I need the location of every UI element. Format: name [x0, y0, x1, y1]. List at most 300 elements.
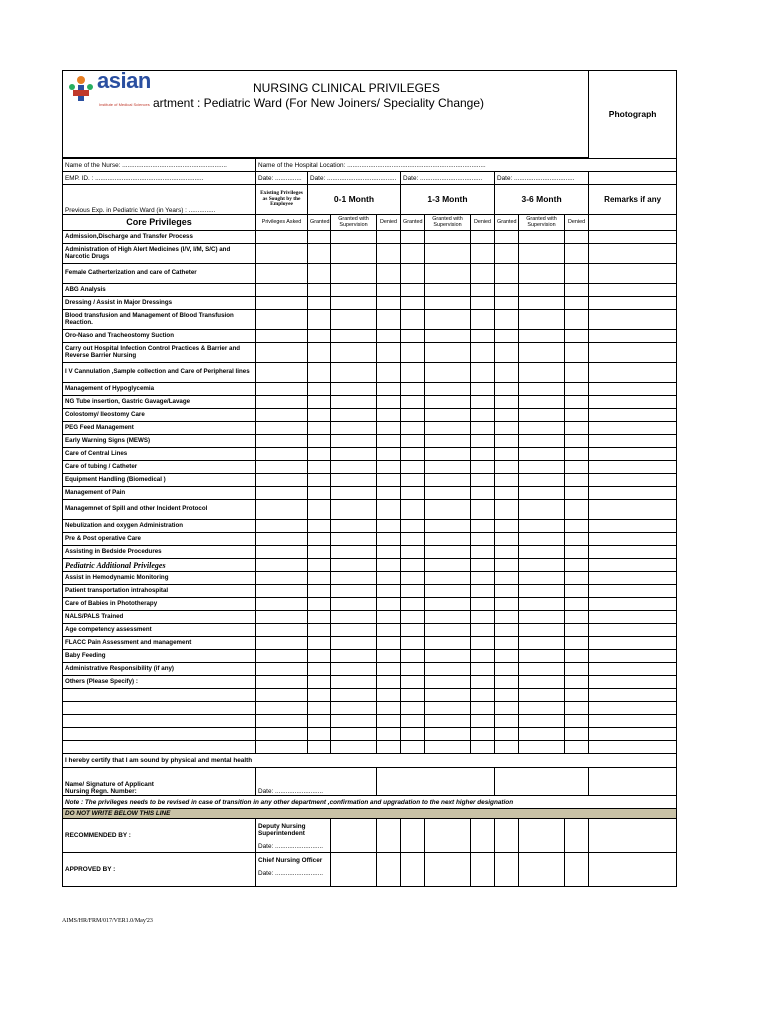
- privilege-checkbox-cell[interactable]: [589, 533, 677, 546]
- privilege-checkbox-cell[interactable]: [519, 663, 565, 676]
- privilege-checkbox-cell[interactable]: [425, 689, 471, 702]
- privilege-checkbox-cell[interactable]: [331, 409, 377, 422]
- privilege-checkbox-cell[interactable]: [519, 448, 565, 461]
- privilege-checkbox-cell[interactable]: [471, 422, 495, 435]
- date-field-4[interactable]: Date: ..................................: [495, 172, 589, 185]
- privilege-checkbox-cell[interactable]: [377, 728, 401, 741]
- privilege-checkbox-cell[interactable]: [519, 363, 565, 383]
- privilege-checkbox-cell[interactable]: [256, 244, 308, 264]
- privilege-checkbox-cell[interactable]: [495, 598, 519, 611]
- privilege-checkbox-cell[interactable]: [519, 689, 565, 702]
- privilege-checkbox-cell[interactable]: [331, 650, 377, 663]
- privilege-checkbox-cell[interactable]: [331, 231, 377, 244]
- privilege-checkbox-cell[interactable]: [401, 572, 425, 585]
- privilege-checkbox-cell[interactable]: [377, 396, 401, 409]
- privilege-checkbox-cell[interactable]: [519, 343, 565, 363]
- privilege-checkbox-cell[interactable]: [495, 448, 519, 461]
- privilege-checkbox-cell[interactable]: [589, 702, 677, 715]
- privilege-checkbox-cell[interactable]: [308, 741, 331, 754]
- privilege-checkbox-cell[interactable]: [377, 297, 401, 310]
- privilege-checkbox-cell[interactable]: [425, 546, 471, 559]
- privilege-checkbox-cell[interactable]: [589, 343, 677, 363]
- privilege-checkbox-cell[interactable]: [308, 343, 331, 363]
- date-field-1[interactable]: Date: ...............: [256, 172, 308, 185]
- privilege-checkbox-cell[interactable]: [256, 650, 308, 663]
- privilege-checkbox-cell[interactable]: [519, 422, 565, 435]
- privilege-checkbox-cell[interactable]: [519, 383, 565, 396]
- privilege-checkbox-cell[interactable]: [401, 363, 425, 383]
- privilege-checkbox-cell[interactable]: [308, 624, 331, 637]
- privilege-checkbox-cell[interactable]: [589, 663, 677, 676]
- privilege-checkbox-cell[interactable]: [495, 330, 519, 343]
- privilege-checkbox-cell[interactable]: [495, 264, 519, 284]
- privilege-checkbox-cell[interactable]: [565, 611, 589, 624]
- privilege-checkbox-cell[interactable]: [377, 741, 401, 754]
- privilege-checkbox-cell[interactable]: [308, 715, 331, 728]
- privilege-checkbox-cell[interactable]: [401, 409, 425, 422]
- privilege-checkbox-cell[interactable]: [425, 409, 471, 422]
- privilege-checkbox-cell[interactable]: [331, 461, 377, 474]
- privilege-checkbox-cell[interactable]: [495, 422, 519, 435]
- privilege-checkbox-cell[interactable]: [256, 330, 308, 343]
- privilege-checkbox-cell[interactable]: [425, 422, 471, 435]
- privilege-checkbox-cell[interactable]: [377, 572, 401, 585]
- privilege-checkbox-cell[interactable]: [471, 396, 495, 409]
- privilege-checkbox-cell[interactable]: [471, 383, 495, 396]
- privilege-checkbox-cell[interactable]: [331, 297, 377, 310]
- privilege-checkbox-cell[interactable]: [401, 624, 425, 637]
- privilege-checkbox-cell[interactable]: [589, 264, 677, 284]
- privilege-checkbox-cell[interactable]: [589, 598, 677, 611]
- privilege-checkbox-cell[interactable]: [401, 650, 425, 663]
- privilege-checkbox-cell[interactable]: [589, 676, 677, 689]
- privilege-checkbox-cell[interactable]: [519, 702, 565, 715]
- privilege-checkbox-cell[interactable]: [519, 715, 565, 728]
- privilege-checkbox-cell[interactable]: [565, 676, 589, 689]
- privilege-checkbox-cell[interactable]: [471, 676, 495, 689]
- privilege-checkbox-cell[interactable]: [495, 689, 519, 702]
- privilege-checkbox-cell[interactable]: [401, 383, 425, 396]
- privilege-checkbox-cell[interactable]: [495, 383, 519, 396]
- privilege-checkbox-cell[interactable]: [589, 546, 677, 559]
- privilege-checkbox-cell[interactable]: [495, 396, 519, 409]
- privilege-checkbox-cell[interactable]: [565, 500, 589, 520]
- privilege-checkbox-cell[interactable]: [401, 435, 425, 448]
- privilege-checkbox-cell[interactable]: [519, 546, 565, 559]
- privilege-checkbox-cell[interactable]: [471, 363, 495, 383]
- privilege-checkbox-cell[interactable]: [519, 297, 565, 310]
- privilege-checkbox-cell[interactable]: [471, 487, 495, 500]
- privilege-checkbox-cell[interactable]: [589, 435, 677, 448]
- privilege-checkbox-cell[interactable]: [256, 728, 308, 741]
- privilege-checkbox-cell[interactable]: [495, 611, 519, 624]
- privilege-checkbox-cell[interactable]: [308, 297, 331, 310]
- privilege-checkbox-cell[interactable]: [308, 650, 331, 663]
- privilege-checkbox-cell[interactable]: [425, 702, 471, 715]
- privilege-checkbox-cell[interactable]: [565, 396, 589, 409]
- privilege-checkbox-cell[interactable]: [308, 383, 331, 396]
- privilege-checkbox-cell[interactable]: [589, 310, 677, 330]
- privilege-checkbox-cell[interactable]: [308, 330, 331, 343]
- privilege-checkbox-cell[interactable]: [377, 231, 401, 244]
- privilege-checkbox-cell[interactable]: [565, 663, 589, 676]
- privilege-checkbox-cell[interactable]: [256, 611, 308, 624]
- privilege-checkbox-cell[interactable]: [377, 264, 401, 284]
- privilege-checkbox-cell[interactable]: [519, 598, 565, 611]
- privilege-checkbox-cell[interactable]: [377, 435, 401, 448]
- privilege-checkbox-cell[interactable]: [519, 637, 565, 650]
- privilege-checkbox-cell[interactable]: [495, 728, 519, 741]
- privilege-checkbox-cell[interactable]: [425, 383, 471, 396]
- privilege-checkbox-cell[interactable]: [495, 741, 519, 754]
- privilege-checkbox-cell[interactable]: [425, 330, 471, 343]
- privilege-checkbox-cell[interactable]: [308, 572, 331, 585]
- privilege-checkbox-cell[interactable]: [495, 310, 519, 330]
- privilege-checkbox-cell[interactable]: [308, 728, 331, 741]
- privilege-checkbox-cell[interactable]: [377, 546, 401, 559]
- privilege-checkbox-cell[interactable]: [471, 474, 495, 487]
- privilege-checkbox-cell[interactable]: [377, 650, 401, 663]
- privilege-checkbox-cell[interactable]: [425, 396, 471, 409]
- privilege-checkbox-cell[interactable]: [471, 310, 495, 330]
- privilege-checkbox-cell[interactable]: [401, 611, 425, 624]
- privilege-checkbox-cell[interactable]: [256, 598, 308, 611]
- privilege-checkbox-cell[interactable]: [256, 264, 308, 284]
- privilege-checkbox-cell[interactable]: [308, 520, 331, 533]
- privilege-checkbox-cell[interactable]: [331, 520, 377, 533]
- privilege-checkbox-cell[interactable]: [331, 663, 377, 676]
- privilege-checkbox-cell[interactable]: [256, 435, 308, 448]
- privilege-checkbox-cell[interactable]: [308, 284, 331, 297]
- privilege-checkbox-cell[interactable]: [401, 297, 425, 310]
- privilege-checkbox-cell[interactable]: [377, 383, 401, 396]
- privilege-checkbox-cell[interactable]: [308, 663, 331, 676]
- privilege-checkbox-cell[interactable]: [495, 284, 519, 297]
- privilege-checkbox-cell[interactable]: [308, 435, 331, 448]
- privilege-checkbox-cell[interactable]: [256, 396, 308, 409]
- privilege-checkbox-cell[interactable]: [401, 448, 425, 461]
- privilege-checkbox-cell[interactable]: [565, 728, 589, 741]
- privilege-checkbox-cell[interactable]: [425, 637, 471, 650]
- privilege-checkbox-cell[interactable]: [495, 297, 519, 310]
- privilege-checkbox-cell[interactable]: [519, 435, 565, 448]
- privilege-checkbox-cell[interactable]: [565, 520, 589, 533]
- privilege-checkbox-cell[interactable]: [519, 409, 565, 422]
- privilege-checkbox-cell[interactable]: [519, 330, 565, 343]
- nurse-name-field[interactable]: Name of the Nurse: ...........................................................: [63, 159, 256, 172]
- privilege-checkbox-cell[interactable]: [425, 461, 471, 474]
- privilege-checkbox-cell[interactable]: [401, 676, 425, 689]
- privilege-checkbox-cell[interactable]: [425, 533, 471, 546]
- privilege-checkbox-cell[interactable]: [471, 689, 495, 702]
- privilege-checkbox-cell[interactable]: [425, 474, 471, 487]
- privilege-checkbox-cell[interactable]: [495, 663, 519, 676]
- privilege-checkbox-cell[interactable]: [401, 689, 425, 702]
- privilege-checkbox-cell[interactable]: [377, 533, 401, 546]
- privilege-checkbox-cell[interactable]: [565, 330, 589, 343]
- privilege-checkbox-cell[interactable]: [331, 637, 377, 650]
- privilege-checkbox-cell[interactable]: [256, 676, 308, 689]
- privilege-checkbox-cell[interactable]: [471, 546, 495, 559]
- applicant-date-field[interactable]: Date: ...........................: [256, 768, 377, 796]
- privilege-checkbox-cell[interactable]: [519, 231, 565, 244]
- privilege-checkbox-cell[interactable]: [495, 624, 519, 637]
- privilege-checkbox-cell[interactable]: [565, 474, 589, 487]
- privilege-checkbox-cell[interactable]: [401, 500, 425, 520]
- privilege-checkbox-cell[interactable]: [401, 598, 425, 611]
- privilege-checkbox-cell[interactable]: [425, 741, 471, 754]
- privilege-checkbox-cell[interactable]: [519, 624, 565, 637]
- privilege-checkbox-cell[interactable]: [471, 611, 495, 624]
- privilege-checkbox-cell[interactable]: [331, 702, 377, 715]
- privilege-checkbox-cell[interactable]: [256, 461, 308, 474]
- privilege-checkbox-cell[interactable]: [519, 676, 565, 689]
- privilege-checkbox-cell[interactable]: [308, 461, 331, 474]
- privilege-checkbox-cell[interactable]: [565, 363, 589, 383]
- privilege-checkbox-cell[interactable]: [471, 461, 495, 474]
- privilege-checkbox-cell[interactable]: [519, 585, 565, 598]
- privilege-checkbox-cell[interactable]: [471, 409, 495, 422]
- privilege-checkbox-cell[interactable]: [256, 409, 308, 422]
- privilege-checkbox-cell[interactable]: [565, 598, 589, 611]
- privilege-checkbox-cell[interactable]: [401, 343, 425, 363]
- privilege-checkbox-cell[interactable]: [565, 546, 589, 559]
- privilege-checkbox-cell[interactable]: [308, 500, 331, 520]
- privilege-checkbox-cell[interactable]: [401, 533, 425, 546]
- privilege-checkbox-cell[interactable]: [377, 676, 401, 689]
- privilege-checkbox-cell[interactable]: [565, 231, 589, 244]
- privilege-checkbox-cell[interactable]: [471, 500, 495, 520]
- privilege-checkbox-cell[interactable]: [377, 422, 401, 435]
- applicant-signature-field[interactable]: [63, 768, 256, 796]
- privilege-checkbox-cell[interactable]: [589, 487, 677, 500]
- privilege-checkbox-cell[interactable]: [565, 624, 589, 637]
- privilege-checkbox-cell[interactable]: [425, 572, 471, 585]
- privilege-checkbox-cell[interactable]: [519, 533, 565, 546]
- privilege-checkbox-cell[interactable]: [565, 383, 589, 396]
- privilege-checkbox-cell[interactable]: [308, 231, 331, 244]
- privilege-checkbox-cell[interactable]: [331, 343, 377, 363]
- privilege-checkbox-cell[interactable]: [589, 715, 677, 728]
- privilege-checkbox-cell[interactable]: [331, 474, 377, 487]
- privilege-checkbox-cell[interactable]: [401, 474, 425, 487]
- privilege-checkbox-cell[interactable]: [425, 611, 471, 624]
- privilege-checkbox-cell[interactable]: [495, 585, 519, 598]
- privilege-checkbox-cell[interactable]: [256, 663, 308, 676]
- privilege-checkbox-cell[interactable]: [565, 448, 589, 461]
- privilege-checkbox-cell[interactable]: [331, 598, 377, 611]
- privilege-checkbox-cell[interactable]: [565, 487, 589, 500]
- privilege-checkbox-cell[interactable]: [377, 689, 401, 702]
- privilege-checkbox-cell[interactable]: [256, 689, 308, 702]
- privilege-checkbox-cell[interactable]: [519, 396, 565, 409]
- privilege-checkbox-cell[interactable]: [565, 409, 589, 422]
- privilege-checkbox-cell[interactable]: [256, 383, 308, 396]
- privilege-checkbox-cell[interactable]: [589, 383, 677, 396]
- privilege-checkbox-cell[interactable]: [308, 598, 331, 611]
- privilege-checkbox-cell[interactable]: [401, 520, 425, 533]
- privilege-checkbox-cell[interactable]: [331, 611, 377, 624]
- privilege-checkbox-cell[interactable]: [425, 500, 471, 520]
- privilege-checkbox-cell[interactable]: [308, 396, 331, 409]
- privilege-checkbox-cell[interactable]: [256, 448, 308, 461]
- privilege-checkbox-cell[interactable]: [589, 409, 677, 422]
- privilege-checkbox-cell[interactable]: [495, 572, 519, 585]
- privilege-checkbox-cell[interactable]: [471, 741, 495, 754]
- privilege-checkbox-cell[interactable]: [519, 611, 565, 624]
- privilege-checkbox-cell[interactable]: [519, 264, 565, 284]
- privilege-checkbox-cell[interactable]: [331, 487, 377, 500]
- privilege-checkbox-cell[interactable]: [565, 572, 589, 585]
- privilege-checkbox-cell[interactable]: [308, 474, 331, 487]
- privilege-checkbox-cell[interactable]: [495, 244, 519, 264]
- previous-experience-field[interactable]: Previous Exp. in Pediatric Ward (in Years) : ...............: [63, 185, 256, 215]
- privilege-checkbox-cell[interactable]: [331, 383, 377, 396]
- privilege-checkbox-cell[interactable]: [519, 728, 565, 741]
- privilege-checkbox-cell[interactable]: [471, 624, 495, 637]
- privilege-checkbox-cell[interactable]: [377, 343, 401, 363]
- privilege-checkbox-cell[interactable]: [589, 624, 677, 637]
- privilege-checkbox-cell[interactable]: [401, 264, 425, 284]
- privilege-checkbox-cell[interactable]: [495, 650, 519, 663]
- privilege-checkbox-cell[interactable]: [471, 520, 495, 533]
- privilege-checkbox-cell[interactable]: [425, 520, 471, 533]
- privilege-checkbox-cell[interactable]: [471, 533, 495, 546]
- privilege-checkbox-cell[interactable]: [377, 284, 401, 297]
- privilege-checkbox-cell[interactable]: [589, 474, 677, 487]
- privilege-checkbox-cell[interactable]: [401, 741, 425, 754]
- privilege-checkbox-cell[interactable]: [565, 650, 589, 663]
- privilege-checkbox-cell[interactable]: [519, 487, 565, 500]
- privilege-checkbox-cell[interactable]: [471, 650, 495, 663]
- privilege-checkbox-cell[interactable]: [308, 422, 331, 435]
- privilege-checkbox-cell[interactable]: [565, 702, 589, 715]
- privilege-checkbox-cell[interactable]: [425, 448, 471, 461]
- privilege-checkbox-cell[interactable]: [256, 297, 308, 310]
- privilege-checkbox-cell[interactable]: [589, 650, 677, 663]
- privilege-checkbox-cell[interactable]: [495, 702, 519, 715]
- privilege-checkbox-cell[interactable]: [401, 546, 425, 559]
- privilege-checkbox-cell[interactable]: [401, 330, 425, 343]
- privilege-checkbox-cell[interactable]: [519, 474, 565, 487]
- privilege-checkbox-cell[interactable]: [565, 244, 589, 264]
- privilege-checkbox-cell[interactable]: [495, 474, 519, 487]
- privilege-checkbox-cell[interactable]: [425, 676, 471, 689]
- privilege-checkbox-cell[interactable]: [308, 637, 331, 650]
- privilege-checkbox-cell[interactable]: [425, 585, 471, 598]
- privilege-checkbox-cell[interactable]: [519, 461, 565, 474]
- privilege-checkbox-cell[interactable]: [308, 244, 331, 264]
- privilege-checkbox-cell[interactable]: [377, 461, 401, 474]
- privilege-checkbox-cell[interactable]: [377, 702, 401, 715]
- privilege-checkbox-cell[interactable]: [425, 435, 471, 448]
- privilege-checkbox-cell[interactable]: [471, 585, 495, 598]
- privilege-checkbox-cell[interactable]: [589, 461, 677, 474]
- privilege-checkbox-cell[interactable]: [425, 663, 471, 676]
- privilege-checkbox-cell[interactable]: [589, 689, 677, 702]
- privilege-checkbox-cell[interactable]: [495, 363, 519, 383]
- privilege-checkbox-cell[interactable]: [377, 585, 401, 598]
- privilege-checkbox-cell[interactable]: [425, 715, 471, 728]
- privilege-checkbox-cell[interactable]: [401, 487, 425, 500]
- privilege-checkbox-cell[interactable]: [401, 461, 425, 474]
- privilege-checkbox-cell[interactable]: [519, 500, 565, 520]
- privilege-checkbox-cell[interactable]: [495, 487, 519, 500]
- privilege-checkbox-cell[interactable]: [331, 435, 377, 448]
- approved-date[interactable]: Date: ...........................: [258, 870, 323, 877]
- recommended-date[interactable]: Date: ...........................: [258, 843, 323, 850]
- privilege-checkbox-cell[interactable]: [589, 363, 677, 383]
- privilege-checkbox-cell[interactable]: [565, 715, 589, 728]
- privilege-checkbox-cell[interactable]: [331, 422, 377, 435]
- privilege-checkbox-cell[interactable]: [519, 284, 565, 297]
- privilege-checkbox-cell[interactable]: [256, 702, 308, 715]
- privilege-checkbox-cell[interactable]: [256, 585, 308, 598]
- privilege-checkbox-cell[interactable]: [401, 244, 425, 264]
- privilege-checkbox-cell[interactable]: [256, 741, 308, 754]
- privilege-checkbox-cell[interactable]: [519, 520, 565, 533]
- privilege-checkbox-cell[interactable]: [377, 244, 401, 264]
- privilege-checkbox-cell[interactable]: [331, 244, 377, 264]
- privilege-checkbox-cell[interactable]: [519, 741, 565, 754]
- privilege-checkbox-cell[interactable]: [589, 585, 677, 598]
- date-field-2[interactable]: Date: .......................................: [308, 172, 401, 185]
- privilege-checkbox-cell[interactable]: [589, 244, 677, 264]
- privilege-checkbox-cell[interactable]: [425, 363, 471, 383]
- privilege-checkbox-cell[interactable]: [377, 715, 401, 728]
- privilege-checkbox-cell[interactable]: [256, 363, 308, 383]
- privilege-checkbox-cell[interactable]: [256, 284, 308, 297]
- privilege-checkbox-cell[interactable]: [377, 598, 401, 611]
- privilege-checkbox-cell[interactable]: [331, 330, 377, 343]
- privilege-checkbox-cell[interactable]: [308, 310, 331, 330]
- privilege-checkbox-cell[interactable]: [256, 624, 308, 637]
- privilege-checkbox-cell[interactable]: [331, 264, 377, 284]
- privilege-checkbox-cell[interactable]: [425, 624, 471, 637]
- privilege-checkbox-cell[interactable]: [565, 741, 589, 754]
- privilege-checkbox-cell[interactable]: [401, 663, 425, 676]
- privilege-checkbox-cell[interactable]: [471, 244, 495, 264]
- privilege-checkbox-cell[interactable]: [519, 650, 565, 663]
- privilege-checkbox-cell[interactable]: [377, 474, 401, 487]
- privilege-checkbox-cell[interactable]: [425, 297, 471, 310]
- privilege-checkbox-cell[interactable]: [425, 598, 471, 611]
- privilege-checkbox-cell[interactable]: [589, 500, 677, 520]
- privilege-checkbox-cell[interactable]: [377, 487, 401, 500]
- privilege-checkbox-cell[interactable]: [256, 715, 308, 728]
- privilege-checkbox-cell[interactable]: [331, 572, 377, 585]
- privilege-checkbox-cell[interactable]: [471, 702, 495, 715]
- privilege-checkbox-cell[interactable]: [495, 461, 519, 474]
- privilege-checkbox-cell[interactable]: [308, 585, 331, 598]
- privilege-checkbox-cell[interactable]: [471, 598, 495, 611]
- privilege-checkbox-cell[interactable]: [377, 409, 401, 422]
- emp-id-field[interactable]: EMP. ID. : .............................................................: [63, 172, 256, 185]
- date-field-3[interactable]: Date: ...................................: [401, 172, 495, 185]
- privilege-checkbox-cell[interactable]: [331, 310, 377, 330]
- privilege-checkbox-cell[interactable]: [589, 422, 677, 435]
- privilege-checkbox-cell[interactable]: [565, 435, 589, 448]
- privilege-checkbox-cell[interactable]: [401, 715, 425, 728]
- privilege-checkbox-cell[interactable]: [308, 363, 331, 383]
- recommended-role-cell[interactable]: [256, 819, 331, 853]
- privilege-checkbox-cell[interactable]: [495, 520, 519, 533]
- privilege-checkbox-cell[interactable]: [331, 284, 377, 297]
- privilege-checkbox-cell[interactable]: [401, 396, 425, 409]
- privilege-checkbox-cell[interactable]: [308, 533, 331, 546]
- privilege-checkbox-cell[interactable]: [377, 448, 401, 461]
- privilege-checkbox-cell[interactable]: [256, 637, 308, 650]
